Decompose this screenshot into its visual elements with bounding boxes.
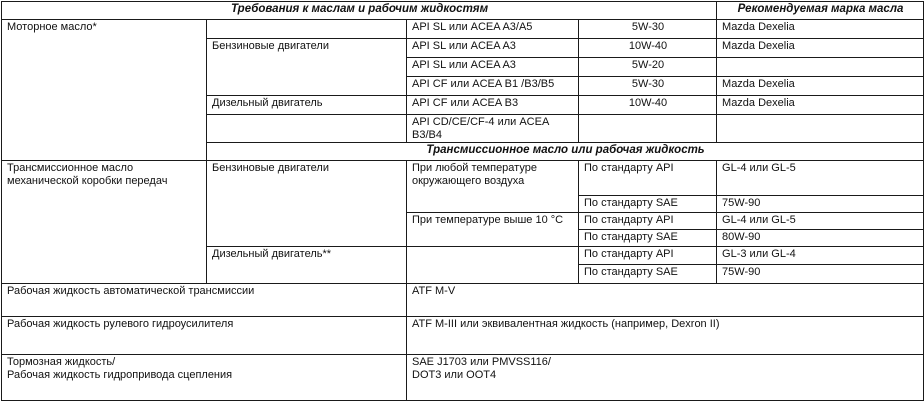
oil-viscosity-cell: 5W-30 — [579, 77, 717, 96]
standard-cell: По стандарту API — [579, 213, 717, 230]
oil-brand-cell — [717, 58, 924, 77]
oil-viscosity-cell: 5W-30 — [579, 20, 717, 39]
engine-oil-empty-cell — [207, 115, 407, 143]
diesel-engine-label: Дизельный двигатель** — [207, 247, 407, 284]
oil-spec-cell: API SL или ACEA A3 — [407, 39, 579, 58]
diesel-engine-label: Дизельный двигатель — [207, 96, 407, 115]
fluids-spec-table — [1, 1, 924, 401]
recommended-brand-header: Рекомендуемая марка масла — [717, 2, 924, 20]
transmission-section-title: Трансмиссионное масло или рабочая жидкость — [207, 143, 924, 161]
condition-any-temp: При любой температуре окружающего воздуха — [407, 161, 579, 213]
standard-value-cell: GL-4 или GL-5 — [717, 213, 924, 230]
oil-viscosity-cell: 10W-40 — [579, 39, 717, 58]
condition-empty-cell — [407, 247, 579, 284]
standard-cell: По стандарту API — [579, 161, 717, 196]
oil-spec-cell: API CD/CE/CF-4 или ACEA B3/B4 — [407, 115, 579, 143]
standard-cell: По стандарту SAE — [579, 230, 717, 247]
standard-value-cell: 75W-90 — [717, 196, 924, 213]
standard-value-cell: 75W-90 — [717, 265, 924, 284]
fluid-value: SAE J1703 или PMVSS116/ DOT3 или OOT4 — [407, 355, 924, 401]
oil-spec-cell: API CF или ACEA B3 — [407, 96, 579, 115]
fluid-value: ATF M-V — [407, 284, 924, 317]
oil-brand-cell: Mazda Dexelia — [717, 39, 924, 58]
standard-cell: По стандарту SAE — [579, 265, 717, 284]
petrol-engines-label: Бензиновые двигатели — [207, 161, 407, 247]
condition-above-10: При температуре выше 10 °C — [407, 213, 579, 247]
oil-viscosity-cell: 10W-40 — [579, 96, 717, 115]
oil-brand-cell — [717, 115, 924, 143]
requirements-header: Требования к маслам и рабочим жидкостям — [2, 2, 717, 20]
oil-brand-cell: Mazda Dexelia — [717, 96, 924, 115]
standard-cell: По стандарту API — [579, 247, 717, 265]
fluid-label: Рабочая жидкость автоматической трансмиссии — [2, 284, 407, 317]
fluid-value: ATF M-III или эквивалентная жидкость (например, Dexron II) — [407, 317, 924, 355]
petrol-engines-label: Бензиновые двигатели — [207, 39, 407, 96]
oil-spec-cell: API SL или ACEA A3/A5 — [407, 20, 579, 39]
oil-brand-cell: Mazda Dexelia — [717, 77, 924, 96]
fluid-label: Рабочая жидкость рулевого гидроусилителя — [2, 317, 407, 355]
standard-value-cell: GL-3 или GL-4 — [717, 247, 924, 265]
standard-cell: По стандарту SAE — [579, 196, 717, 213]
fluid-label: Тормозная жидкость/ Рабочая жидкость гидропривода сцепления — [2, 355, 407, 401]
oil-spec-cell: API CF или ACEA B1 /B3/B5 — [407, 77, 579, 96]
engine-oil-label: Моторное масло* — [2, 20, 207, 161]
standard-value-cell: 80W-90 — [717, 230, 924, 247]
oil-spec-cell: API SL или ACEA A3 — [407, 58, 579, 77]
manual-trans-label: Трансмиссионное масло механической коробки передач — [2, 161, 207, 284]
standard-value-cell: GL-4 или GL-5 — [717, 161, 924, 196]
oil-viscosity-cell: 5W-20 — [579, 58, 717, 77]
oil-viscosity-cell — [579, 115, 717, 143]
oil-brand-cell: Mazda Dexelia — [717, 20, 924, 39]
engine-oil-empty-cell — [207, 20, 407, 39]
